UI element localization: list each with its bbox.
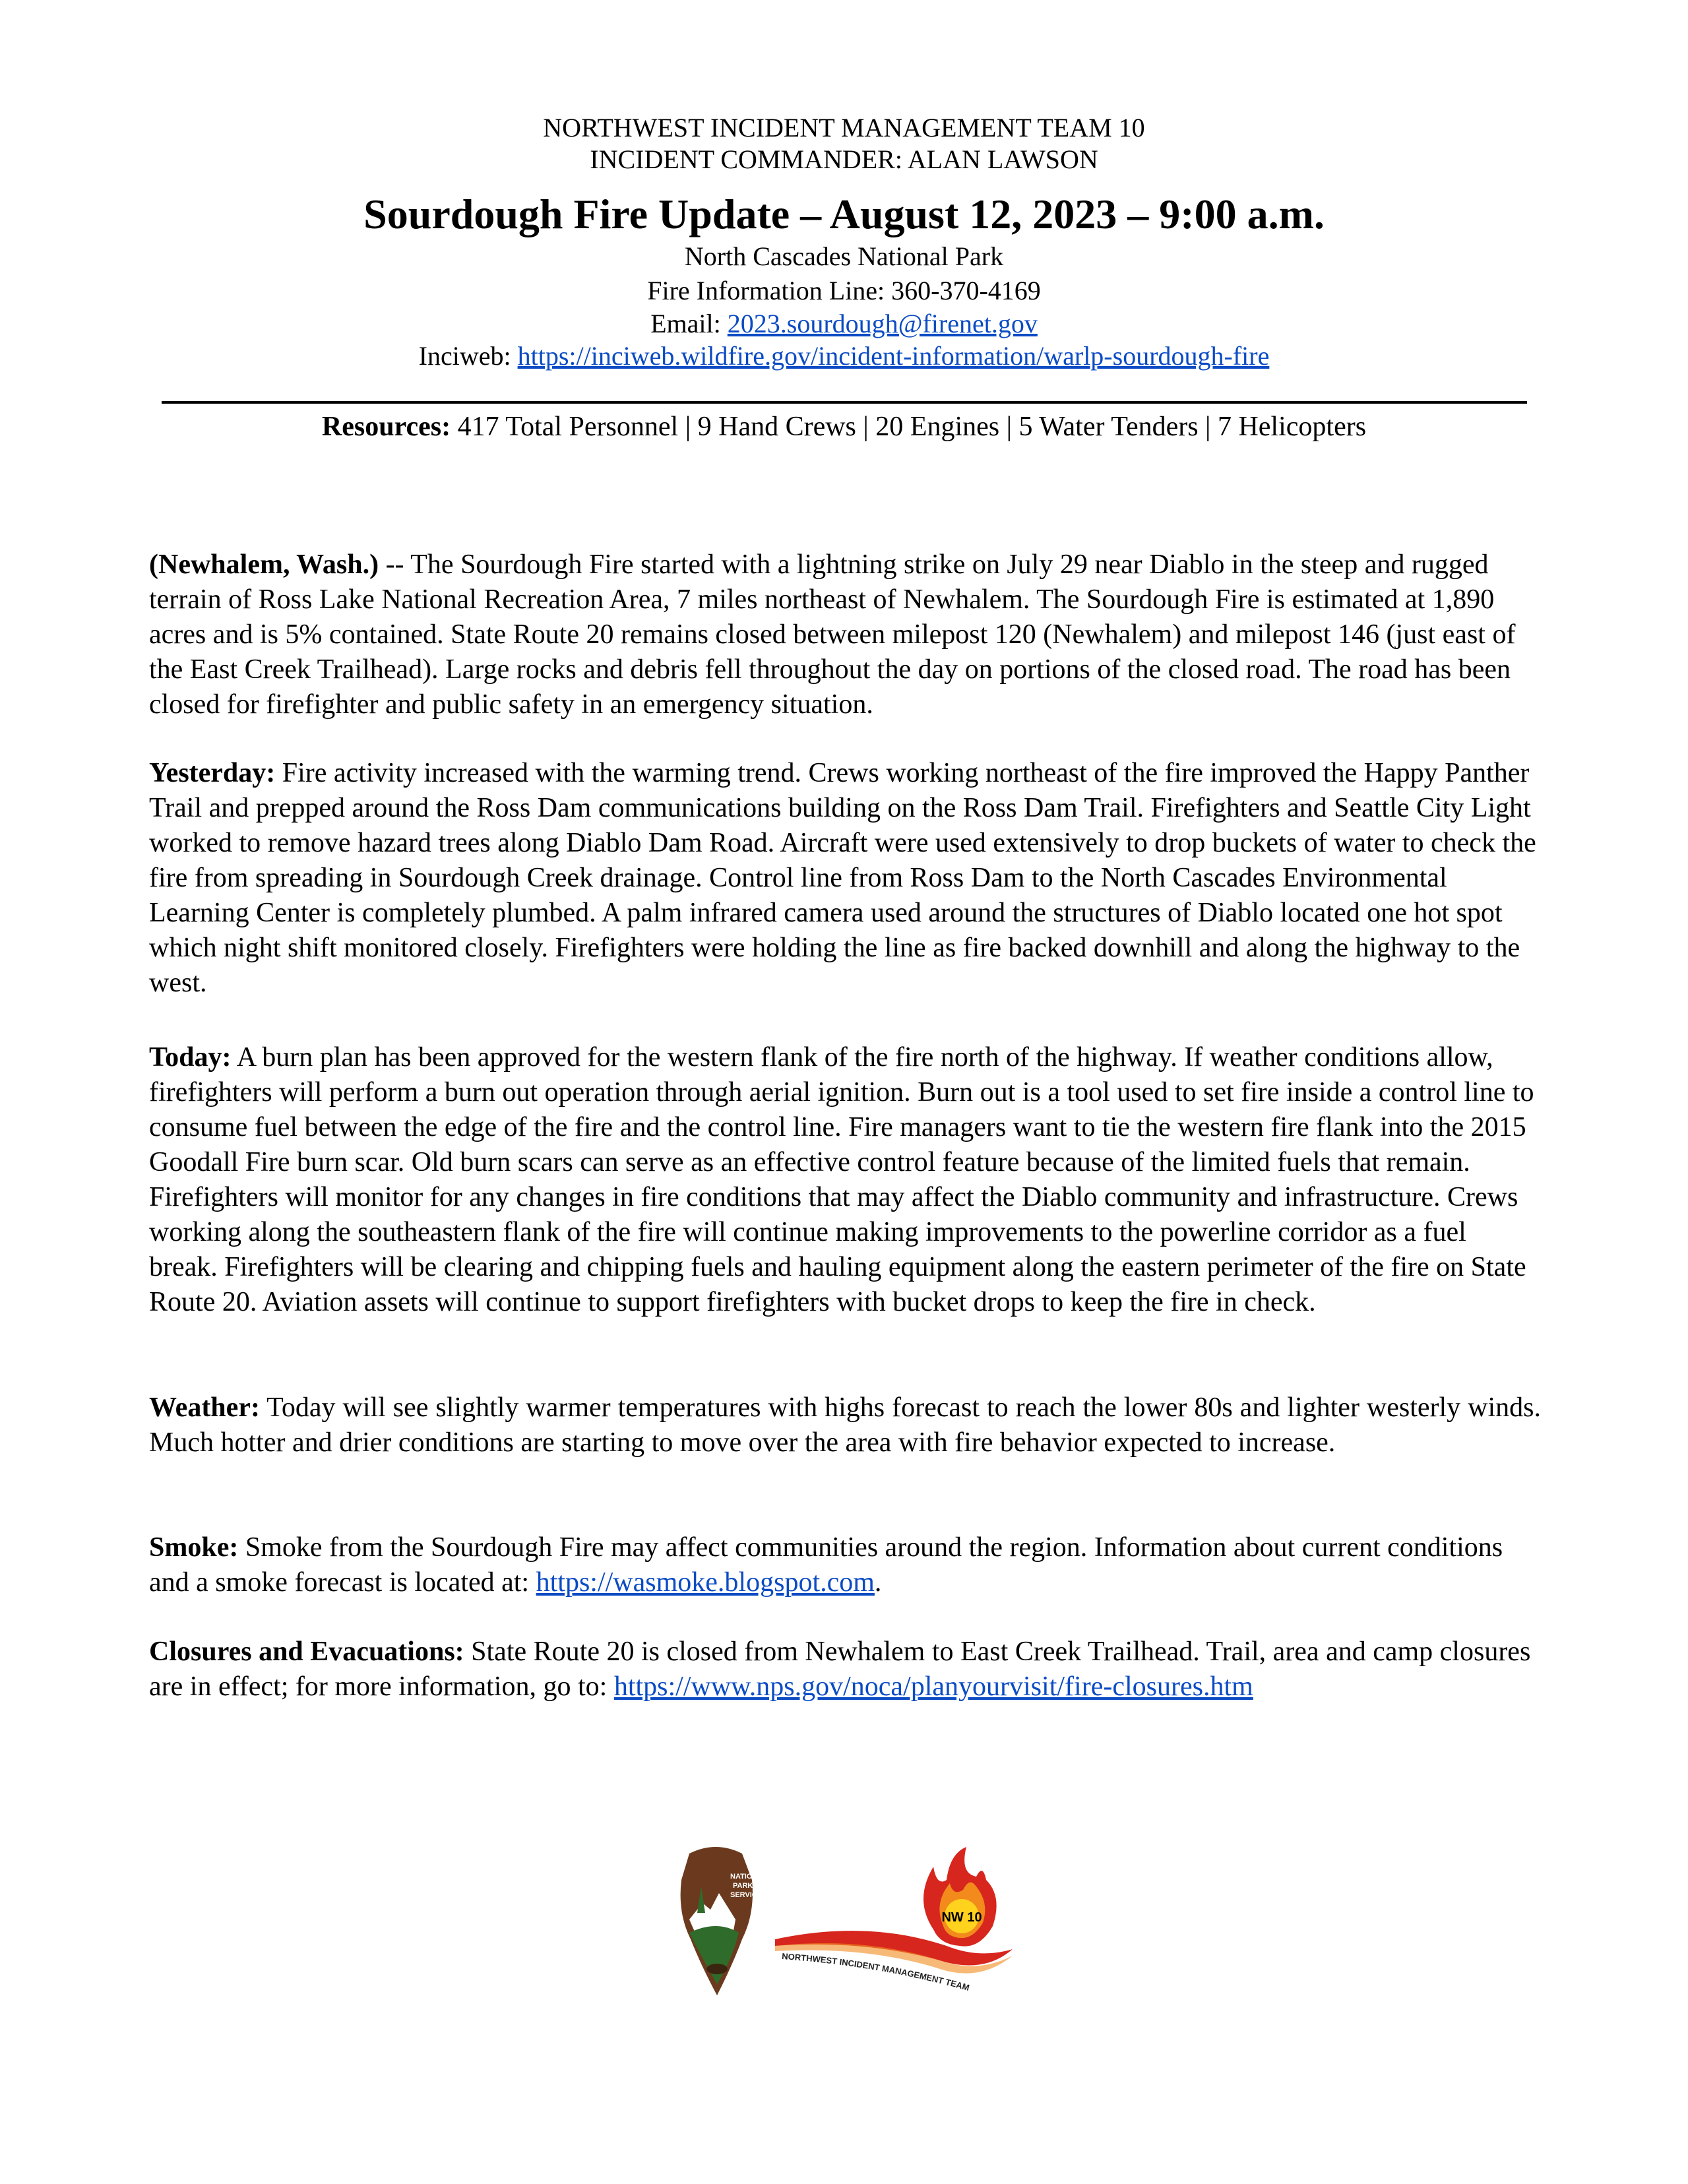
- resources-text: 417 Total Personnel | 9 Hand Crews | 20 Engines | 5 Water Tenders | 7 Helicopters: [451, 412, 1367, 442]
- intro-text: -- The Sourdough Fire started with a lightning strike on July 29 near Diablo in the steep and rugged terrain of Ross Lake National Recreation Area, 7 miles northeast of Newhalem. The Sourdough Fire is estimated at 1,890 acres and is 5% contained. State Route 20 remains closed between milepost 120 (Newhalem) and milepost 146 (just east of the East Creek Trailhead). Large rocks and debris fell throughout the day on portions of the closed road. The road has been closed for firefighter and public safety in an emergency situation.: [149, 549, 1516, 720]
- today-paragraph: [149, 1040, 1541, 1320]
- intro-label: (Newhalem, Wash.): [149, 549, 379, 580]
- smoke-suffix: .: [874, 1567, 882, 1598]
- resources-label: Resources:: [321, 412, 451, 442]
- weather-paragraph: [149, 1390, 1541, 1460]
- smoke-label: Smoke:: [149, 1532, 239, 1563]
- closures-text: State Route 20 is closed from Newhalem to East Creek Trailhead. Trail, area and camp closures are in effect; for more information, go to:: [149, 1637, 1531, 1702]
- today-text: A burn plan has been approved for the western flank of the fire north of the highway. If weather conditions allow, firefighters will perform a burn out operation through aerial ignition. Burn out is a tool used to set fire inside a control line to consume fuel between the edge of the fire and the control line. Fire managers want to tie the western fire flank into the 2015 Goodall Fire burn scar. Old burn scars can serve as an effective control feature because of the limited fuels that remain. Firefighters will monitor for any changes in fire conditions that may affect the Diablo community and infrastructure. Crews working along the southeastern flank of the fire will continue making improvements to the powerline corridor as a fuel break. Firefighters will be clearing and chipping fuels and hauling equipment along the eastern perimeter of the fire on State Route 20. Aviation assets will continue to support firefighters with bucket drops to keep the fire in check.: [149, 1042, 1534, 1317]
- logos-svg: [670, 1840, 1039, 2012]
- today-label: Today:: [149, 1042, 232, 1073]
- nw10-logo: [775, 1847, 1013, 1993]
- nps-arrowhead-icon: [681, 1847, 768, 1995]
- closures-label: Closures and Evacuations:: [149, 1637, 464, 1667]
- weather-text: Today will see slightly warmer temperatures with highs forecast to reach the lower 80s and lighter westerly winds. Much hotter and drier conditions are starting to move over the area with fire behavior expected to increase.: [149, 1392, 1541, 1458]
- flame-icon: [923, 1847, 997, 1947]
- nps-text-3: SERVICE: [730, 1891, 763, 1899]
- page-title: Sourdough Fire Update – August 12, 2023 – 9:00 a.m.: [363, 191, 1325, 237]
- smoke-text: Smoke from the Sourdough Fire may affect communities around the region. Information about current conditions and a smoke forecast is located at:: [149, 1532, 1503, 1598]
- smoke-paragraph: [149, 1530, 1541, 1600]
- yesterday-text: Fire activity increased with the warming trend. Crews working northeast of the fire improved the Happy Panther Trail and prepped around the Ross Dam communications building on the Ross Dam Trail. Firefighters and Seattle City Light worked to remove hazard trees along Diablo Dam Road. Aircraft were used extensively to drop buckets of water to check the fire from spreading in Sourdough Creek drainage. Control line from Ross Dam to the North Cascades Environmental Learning Center is completely plumbed. A palm infrared camera used around the structures of Diablo located one hot spot which night shift monitored closely. Firefighters were holding the line as fire backed downhill and along the highway to the west.: [149, 758, 1536, 998]
- fire-info-line: Fire Information Line: 360-370-4169: [647, 276, 1041, 305]
- footer-logos: [670, 1840, 1039, 2012]
- nps-text-2: PARK: [733, 1882, 753, 1890]
- incident-commander: INCIDENT COMMANDER: ALAN LAWSON: [590, 144, 1098, 174]
- inciweb-link[interactable]: https://inciweb.wildfire.gov/incident-information/warlp-sourdough-fire: [517, 341, 1270, 371]
- header-divider: [162, 401, 1527, 404]
- team-name: NORTHWEST INCIDENT MANAGEMENT TEAM 10: [543, 113, 1145, 142]
- intro-paragraph: [149, 547, 1541, 722]
- inciweb-label: Inciweb:: [418, 341, 518, 371]
- inciweb-line: [0, 340, 1688, 372]
- email-link[interactable]: 2023.sourdough@firenet.gov: [727, 309, 1038, 338]
- yesterday-label: Yesterday:: [149, 758, 276, 788]
- email-line: [0, 308, 1688, 340]
- nw10-arc-text: NORTHWEST INCIDENT MANAGEMENT TEAM: [781, 1951, 971, 1993]
- closures-link[interactable]: https://www.nps.gov/noca/planyourvisit/fire-closures.htm: [613, 1671, 1253, 1702]
- nw10-badge: NW 10: [941, 1910, 982, 1925]
- resources-line: [0, 410, 1688, 444]
- yesterday-paragraph: [149, 756, 1541, 1001]
- smoke-link[interactable]: https://wasmoke.blogspot.com: [536, 1567, 875, 1598]
- nps-text-1: NATIONAL: [730, 1873, 768, 1881]
- email-label: Email:: [650, 309, 728, 338]
- closures-paragraph: [149, 1635, 1541, 1704]
- park-name: North Cascades National Park: [684, 241, 1004, 271]
- weather-label: Weather:: [149, 1392, 260, 1423]
